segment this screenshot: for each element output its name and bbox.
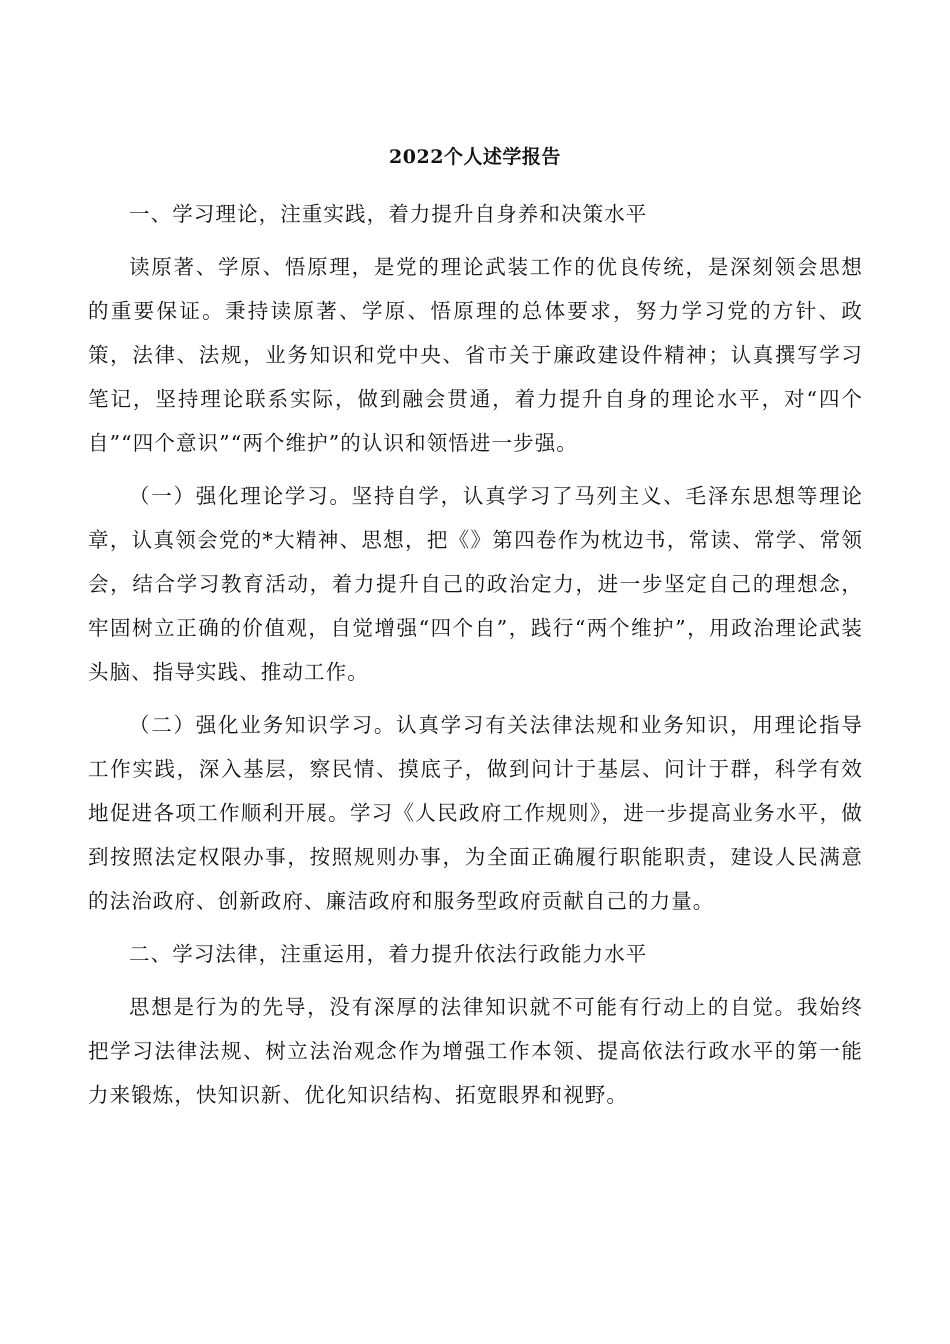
document-title: 2022个人述学报告 xyxy=(389,146,561,168)
paragraph-1: 读原著、学原、悟原理，是党的理论武装工作的优良传统，是深刻领会思想的重要保证。秉持读原著、学原、悟原理的总体要求，努力学习党的方针、政策，法律、法规，业务知识和党中央、省市关于廉政建设件精神；认真撰写学习笔记，坚持理论联系实际，做到融会贯通，着力提升自身的理论水平，对“四个自”“四个意识”“两个维护”的认识和领悟进一步强。 xyxy=(88,255,863,455)
section-heading-2: 二、学习法律，注重运用，着力提升依法行政能力水平 xyxy=(129,942,648,966)
document-body xyxy=(88,192,863,1126)
section-heading-1: 一、学习理论，注重实践，着力提升自身养和决策水平 xyxy=(129,202,648,226)
paragraph-4: 思想是行为的先导，没有深厚的法律知识就不可能有行动上的自觉。我始终把学习法律法规、树立法治观念作为增强工作本领、提高依法行政水平的第一能力来锻炼，快知识新、优化知识结构、拓宽眼界和视野。 xyxy=(88,995,863,1107)
paragraph-3: （二）强化业务知识学习。认真学习有关法律法规和业务知识，用理论指导工作实践，深入基层，察民情、摸底子，做到问计于基层、问计于群，科学有效地促进各项工作顺利开展。学习《人民政府工作规则》，进一步提高业务水平，做到按照法定权限办事，按照规则办事，为全面正确履行职能职责，建设人民满意的法治政府、创新政府、廉洁政府和服务型政府贡献自己的力量。 xyxy=(88,713,863,913)
paragraph-2: （一）强化理论学习。坚持自学，认真学习了马列主义、毛泽东思想等理论章，认真领会党的*大精神、思想，把《》第四卷作为枕边书，常读、常学、常领会，结合学习教育活动，着力提升自己的政治定力，进一步坚定自己的理想念，牢固树立正确的价值观，自觉增强“四个自”，践行“两个维护”，用政治理论武装头脑、指导实践、推动工作。 xyxy=(88,484,863,684)
